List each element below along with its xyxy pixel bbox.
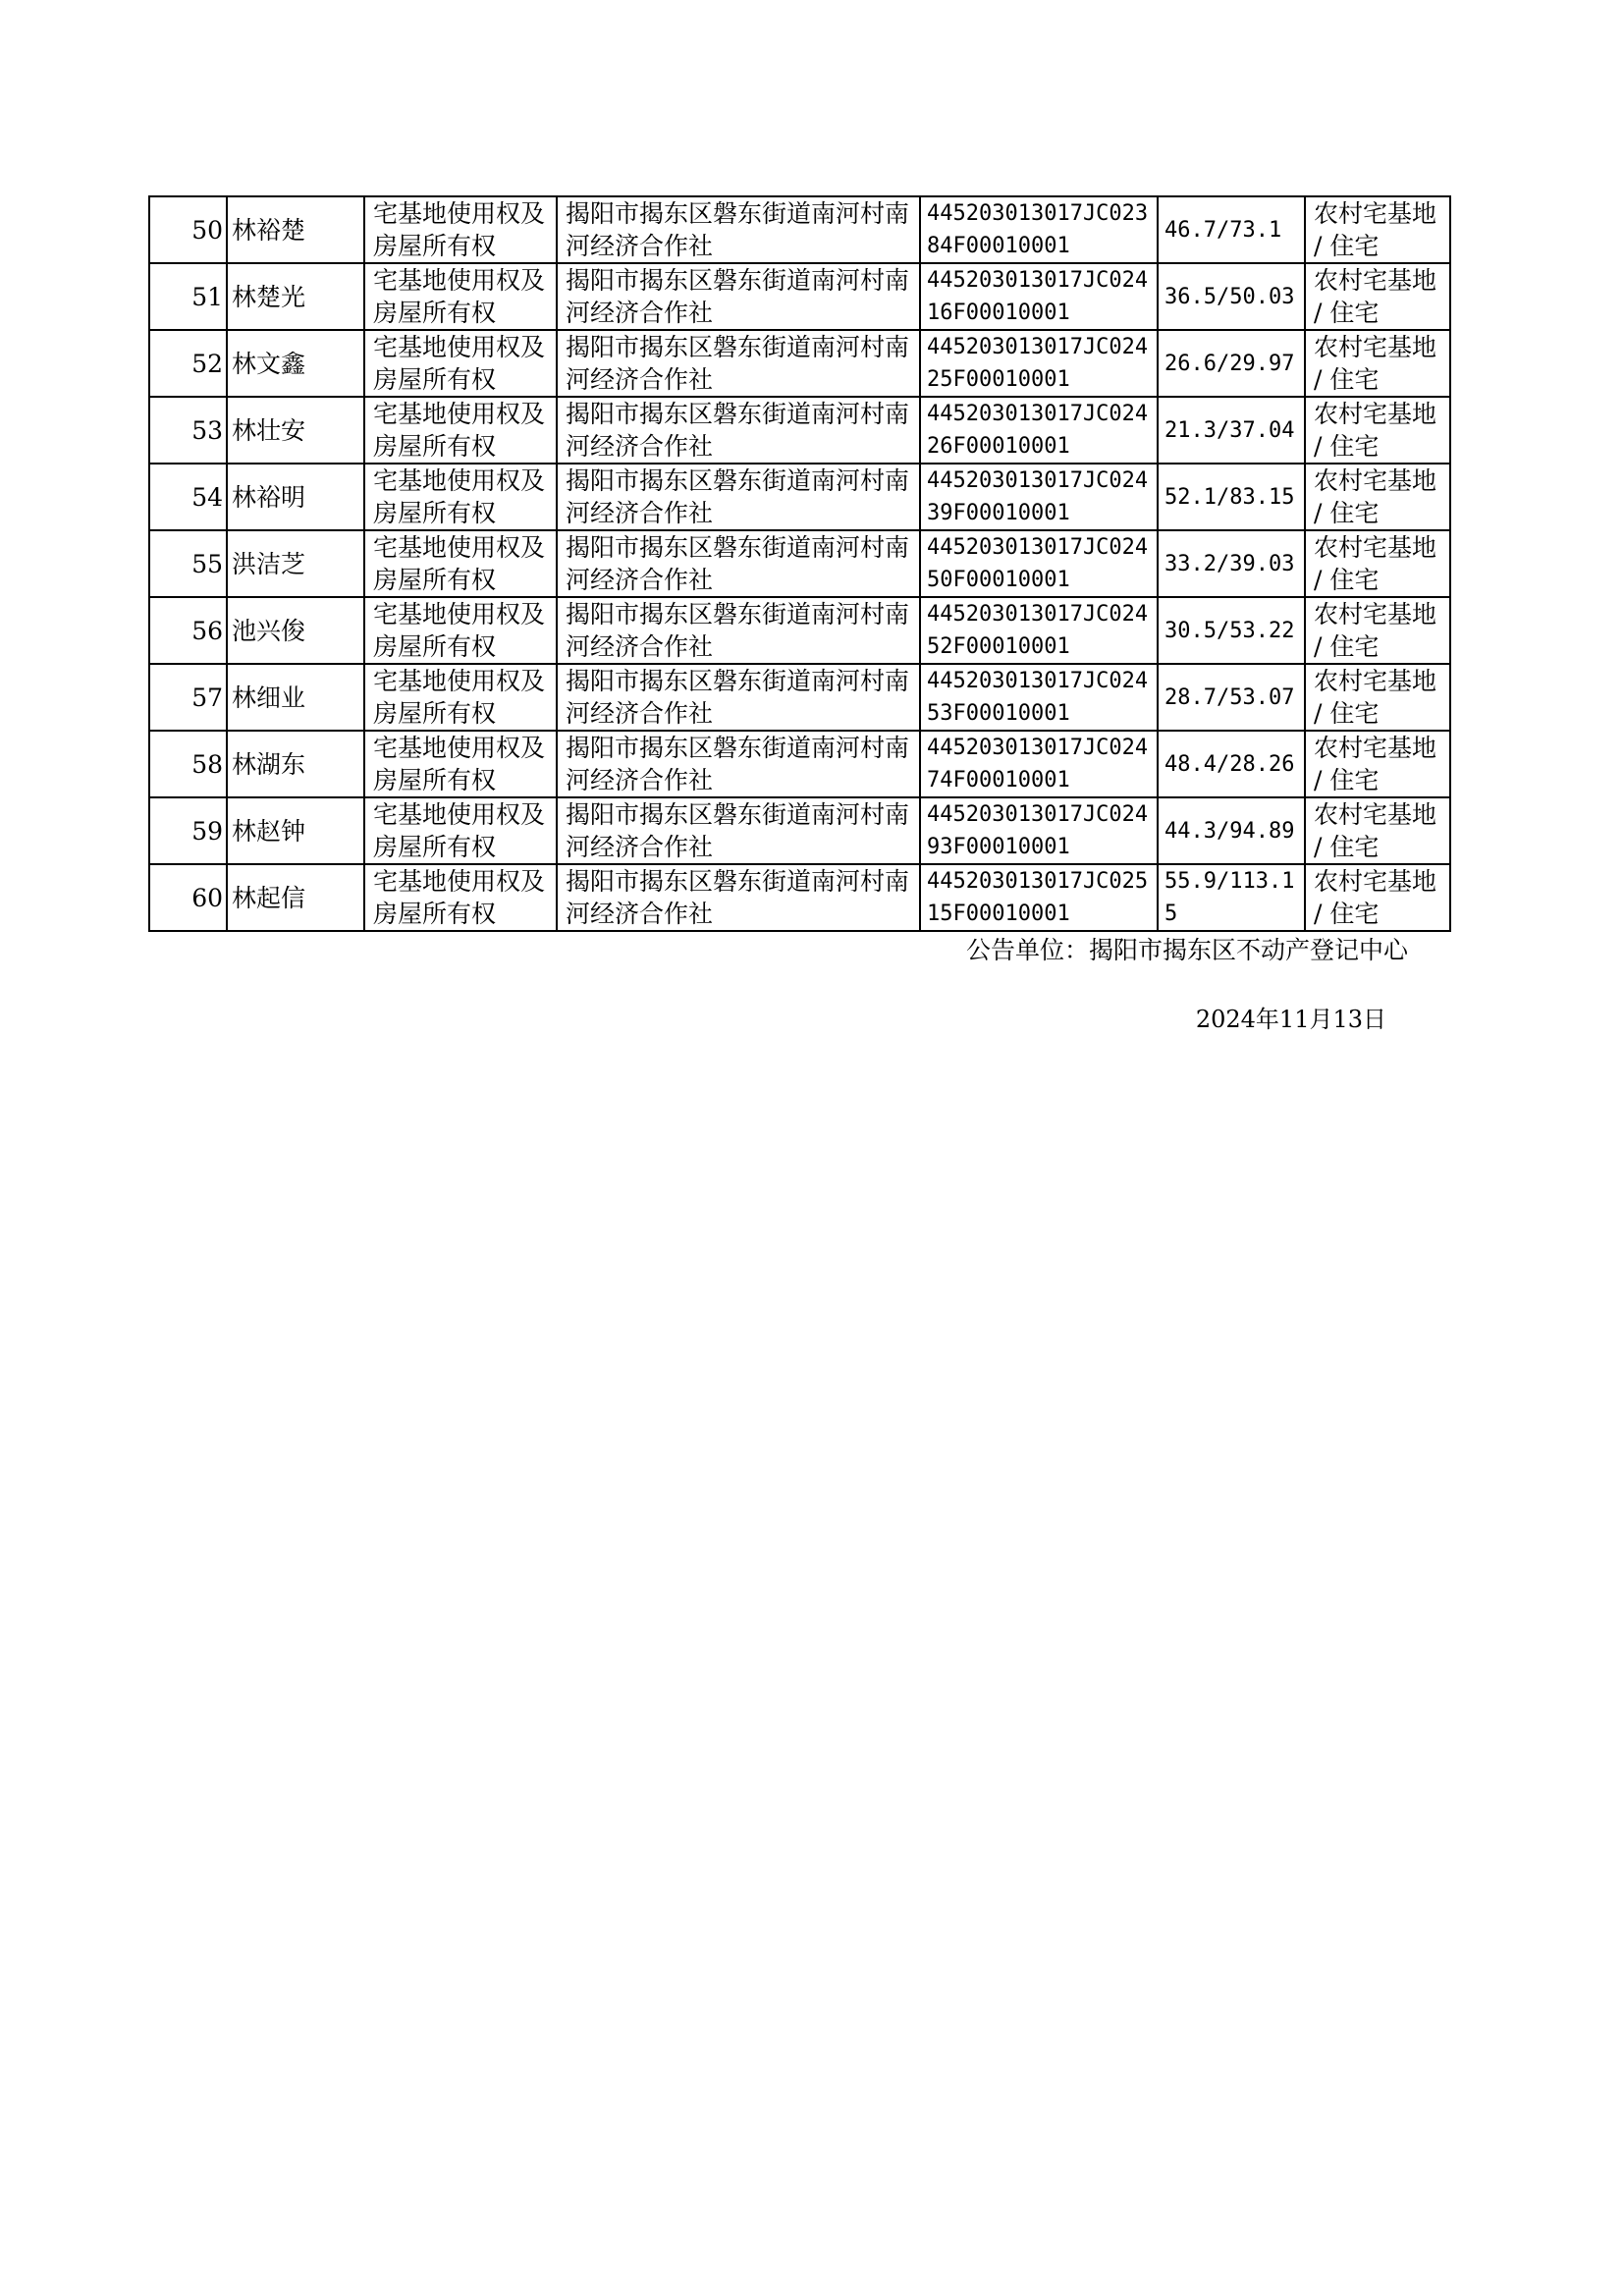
right-type-cell: 宅基地使用权及房屋所有权 [364, 196, 557, 263]
owner-name-cell: 林起信 [227, 864, 364, 931]
table-row [149, 664, 1450, 731]
owner-name-cell: 林赵钟 [227, 797, 364, 864]
unit-number-cell: 445203013017JC02425F00010001 [920, 330, 1158, 397]
table-row [149, 397, 1450, 464]
row-number-cell: 51 [149, 263, 227, 330]
owner-name-cell: 林文鑫 [227, 330, 364, 397]
location-cell: 揭阳市揭东区磐东街道南河村南河经济合作社 [557, 263, 920, 330]
right-type-cell: 宅基地使用权及房屋所有权 [364, 731, 557, 797]
land-use-cell: 农村宅基地 / 住宅 [1305, 263, 1450, 330]
location-cell: 揭阳市揭东区磐东街道南河村南河经济合作社 [557, 464, 920, 530]
area-cell: 46.7/73.1 [1158, 196, 1305, 263]
row-number-cell: 57 [149, 664, 227, 731]
table-row [149, 330, 1450, 397]
land-use-cell: 农村宅基地 / 住宅 [1305, 664, 1450, 731]
location-cell: 揭阳市揭东区磐东街道南河村南河经济合作社 [557, 330, 920, 397]
owner-name-cell: 洪洁芝 [227, 530, 364, 597]
land-use-cell: 农村宅基地 / 住宅 [1305, 731, 1450, 797]
area-cell: 44.3/94.89 [1158, 797, 1305, 864]
owner-name-cell: 林壮安 [227, 397, 364, 464]
land-use-cell: 农村宅基地 / 住宅 [1305, 797, 1450, 864]
unit-number-cell: 445203013017JC02515F00010001 [920, 864, 1158, 931]
right-type-cell: 宅基地使用权及房屋所有权 [364, 330, 557, 397]
area-cell: 55.9/113.15 [1158, 864, 1305, 931]
unit-number-cell: 445203013017JC02493F00010001 [920, 797, 1158, 864]
table-row [149, 797, 1450, 864]
area-cell: 48.4/28.26 [1158, 731, 1305, 797]
area-cell: 30.5/53.22 [1158, 597, 1305, 664]
unit-number-cell: 445203013017JC02474F00010001 [920, 731, 1158, 797]
row-number-cell: 60 [149, 864, 227, 931]
owner-name-cell: 林细业 [227, 664, 364, 731]
table-row [149, 263, 1450, 330]
table-row [149, 864, 1450, 931]
table-row [149, 597, 1450, 664]
row-number-cell: 52 [149, 330, 227, 397]
unit-number-cell: 445203013017JC02416F00010001 [920, 263, 1158, 330]
owner-name-cell: 林楚光 [227, 263, 364, 330]
location-cell: 揭阳市揭东区磐东街道南河村南河经济合作社 [557, 664, 920, 731]
row-number-cell: 58 [149, 731, 227, 797]
right-type-cell: 宅基地使用权及房屋所有权 [364, 797, 557, 864]
area-cell: 33.2/39.03 [1158, 530, 1305, 597]
location-cell: 揭阳市揭东区磐东街道南河村南河经济合作社 [557, 597, 920, 664]
area-cell: 52.1/83.15 [1158, 464, 1305, 530]
unit-number-cell: 445203013017JC02384F00010001 [920, 196, 1158, 263]
location-cell: 揭阳市揭东区磐东街道南河村南河经济合作社 [557, 397, 920, 464]
registration-table [148, 195, 1451, 932]
area-cell: 21.3/37.04 [1158, 397, 1305, 464]
unit-number-cell: 445203013017JC02452F00010001 [920, 597, 1158, 664]
announcement-date: 2024年11月13日 [1195, 1006, 1386, 1033]
row-number-cell: 55 [149, 530, 227, 597]
table-row [149, 196, 1450, 263]
owner-name-cell: 林裕楚 [227, 196, 364, 263]
land-use-cell: 农村宅基地 / 住宅 [1305, 597, 1450, 664]
area-cell: 26.6/29.97 [1158, 330, 1305, 397]
right-type-cell: 宅基地使用权及房屋所有权 [364, 464, 557, 530]
location-cell: 揭阳市揭东区磐东街道南河村南河经济合作社 [557, 731, 920, 797]
location-cell: 揭阳市揭东区磐东街道南河村南河经济合作社 [557, 196, 920, 263]
location-cell: 揭阳市揭东区磐东街道南河村南河经济合作社 [557, 864, 920, 931]
location-cell: 揭阳市揭东区磐东街道南河村南河经济合作社 [557, 797, 920, 864]
right-type-cell: 宅基地使用权及房屋所有权 [364, 664, 557, 731]
owner-name-cell: 池兴俊 [227, 597, 364, 664]
row-number-cell: 56 [149, 597, 227, 664]
owner-name-cell: 林湖东 [227, 731, 364, 797]
row-number-cell: 59 [149, 797, 227, 864]
area-cell: 36.5/50.03 [1158, 263, 1305, 330]
area-cell: 28.7/53.07 [1158, 664, 1305, 731]
table-body [149, 196, 1450, 931]
land-use-cell: 农村宅基地 / 住宅 [1305, 397, 1450, 464]
row-number-cell: 50 [149, 196, 227, 263]
right-type-cell: 宅基地使用权及房屋所有权 [364, 530, 557, 597]
table-row [149, 464, 1450, 530]
row-number-cell: 53 [149, 397, 227, 464]
publisher-line: 公告单位：揭阳市揭东区不动产登记中心 [965, 936, 1408, 964]
unit-number-cell: 445203013017JC02426F00010001 [920, 397, 1158, 464]
location-cell: 揭阳市揭东区磐东街道南河村南河经济合作社 [557, 530, 920, 597]
land-use-cell: 农村宅基地 / 住宅 [1305, 864, 1450, 931]
unit-number-cell: 445203013017JC02450F00010001 [920, 530, 1158, 597]
row-number-cell: 54 [149, 464, 227, 530]
right-type-cell: 宅基地使用权及房屋所有权 [364, 263, 557, 330]
unit-number-cell: 445203013017JC02439F00010001 [920, 464, 1158, 530]
unit-number-cell: 445203013017JC02453F00010001 [920, 664, 1158, 731]
table-row [149, 731, 1450, 797]
land-use-cell: 农村宅基地 / 住宅 [1305, 464, 1450, 530]
land-use-cell: 农村宅基地 / 住宅 [1305, 196, 1450, 263]
land-use-cell: 农村宅基地 / 住宅 [1305, 330, 1450, 397]
right-type-cell: 宅基地使用权及房屋所有权 [364, 397, 557, 464]
land-use-cell: 农村宅基地 / 住宅 [1305, 530, 1450, 597]
table-row [149, 530, 1450, 597]
owner-name-cell: 林裕明 [227, 464, 364, 530]
right-type-cell: 宅基地使用权及房屋所有权 [364, 864, 557, 931]
right-type-cell: 宅基地使用权及房屋所有权 [364, 597, 557, 664]
